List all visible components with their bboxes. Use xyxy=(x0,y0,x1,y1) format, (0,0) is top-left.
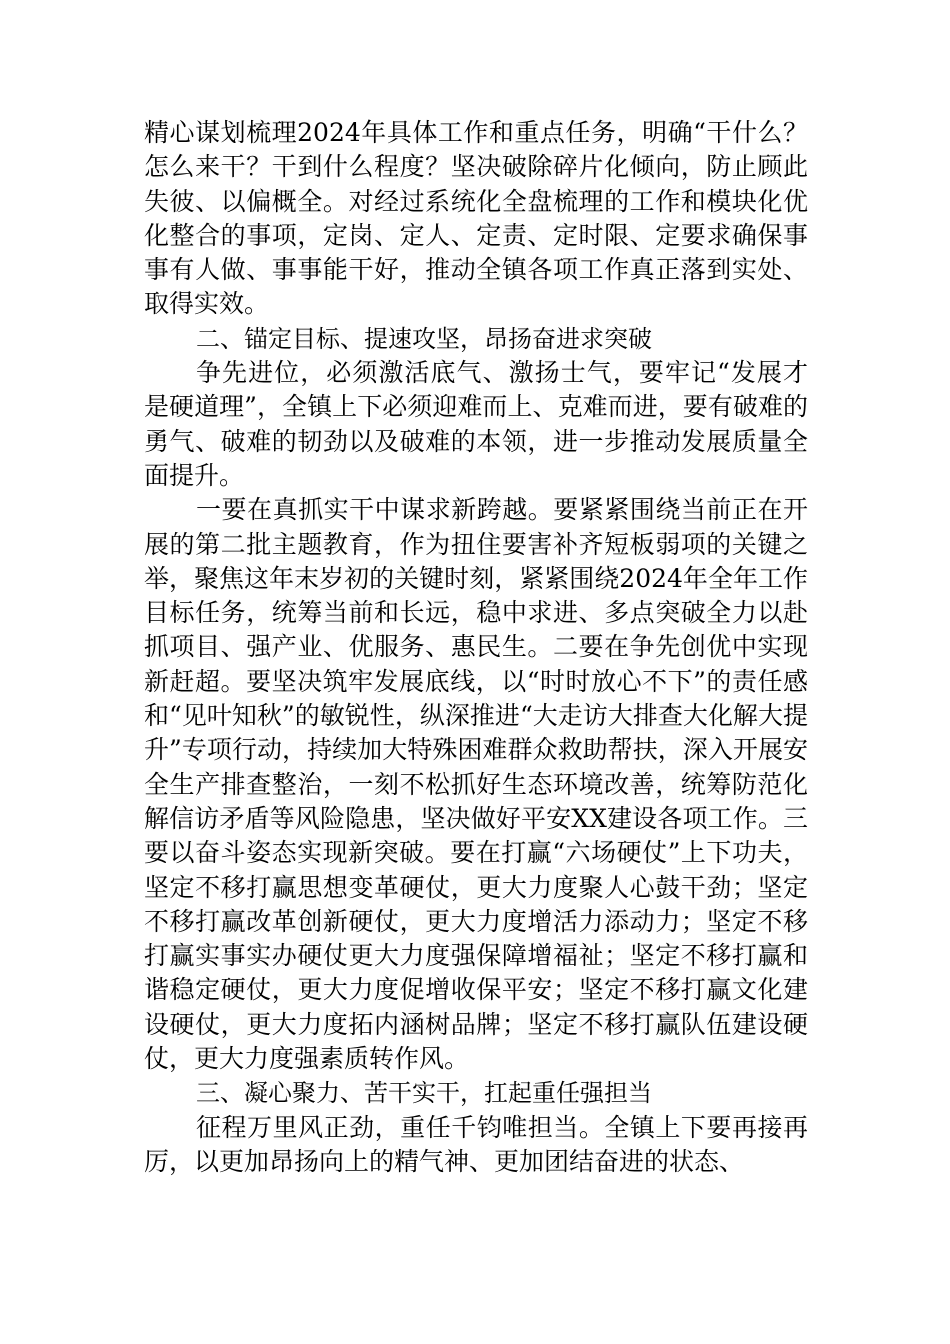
paragraph-intro-section-2: 争先进位，必须激活底气、激扬士气，要牢记“发展才是硬道理”，全镇上下必须迎难而上、克难而进，要有破难的勇气、破难的韧劲以及破难的本领，进一步推动发展质量全面提升。 xyxy=(144,358,808,490)
paragraph-continuation: 精心谋划梳理2024年具体工作和重点任务，明确“干什么？怎么来干？干到什么程度？坚决破除碎片化倾向，防止顾此失彼、以偏概全。对经过系统化全盘梳理的工作和模块化优化整合的事项，定岗、定人、定责、定时限、定要求确保事事有人做、事事能干好，推动全镇各项工作真正落到实处、取得实效。 xyxy=(144,118,808,319)
section-heading-2: 二、锚定目标、提速攻坚，昂扬奋进求突破 xyxy=(196,324,652,353)
document-body xyxy=(144,116,808,1179)
section-heading-3: 三、凝心聚力、苦干实干，扛起重任强担当 xyxy=(196,1079,652,1108)
paragraph-intro-section-3: 征程万里风正劲，重任千钧唯担当。全镇上下要再接再厉，以更加昂扬向上的精气神、更加团结奋进的状态、 xyxy=(144,1112,808,1176)
paragraph-three-requirements: 一要在真抓实干中谋求新跨越。要紧紧围绕当前正在开展的第二批主题教育，作为扭住要害补齐短板弱项的关键之举，聚焦这年末岁初的关键时刻，紧紧围绕2024年全年工作目标任务，统筹当前和长远，稳中求进、多点突破全力以赴抓项目、强产业、优服务、惠民生。二要在争先创优中实现新赶超。要坚决筑牢发展底线，以“时时放心不下”的责任感和“见叶知秋”的敏锐性，纵深推进“大走访大排查大化解大提升”专项行动，持续加大特殊困难群众救助帮扶，深入开展安全生产排查整治，一刻不松抓好生态环境改善，统筹防范化解信访矛盾等风险隐患，坚决做好平安XX建设各项工作。三要以奋斗姿态实现新突破。要在打赢“六场硬仗”上下功夫，坚定不移打赢思想变革硬仗，更大力度聚人心鼓干劲；坚定不移打赢改革创新硬仗，更大力度增活力添动力；坚定不移打赢实事实办硬仗更大力度强保障增福祉；坚定不移打赢和谐稳定硬仗，更大力度促增收保平安；坚定不移打赢文化建设硬仗，更大力度拓内涵树品牌；坚定不移打赢队伍建设硬仗，更大力度强素质转作风。 xyxy=(144,495,808,1074)
